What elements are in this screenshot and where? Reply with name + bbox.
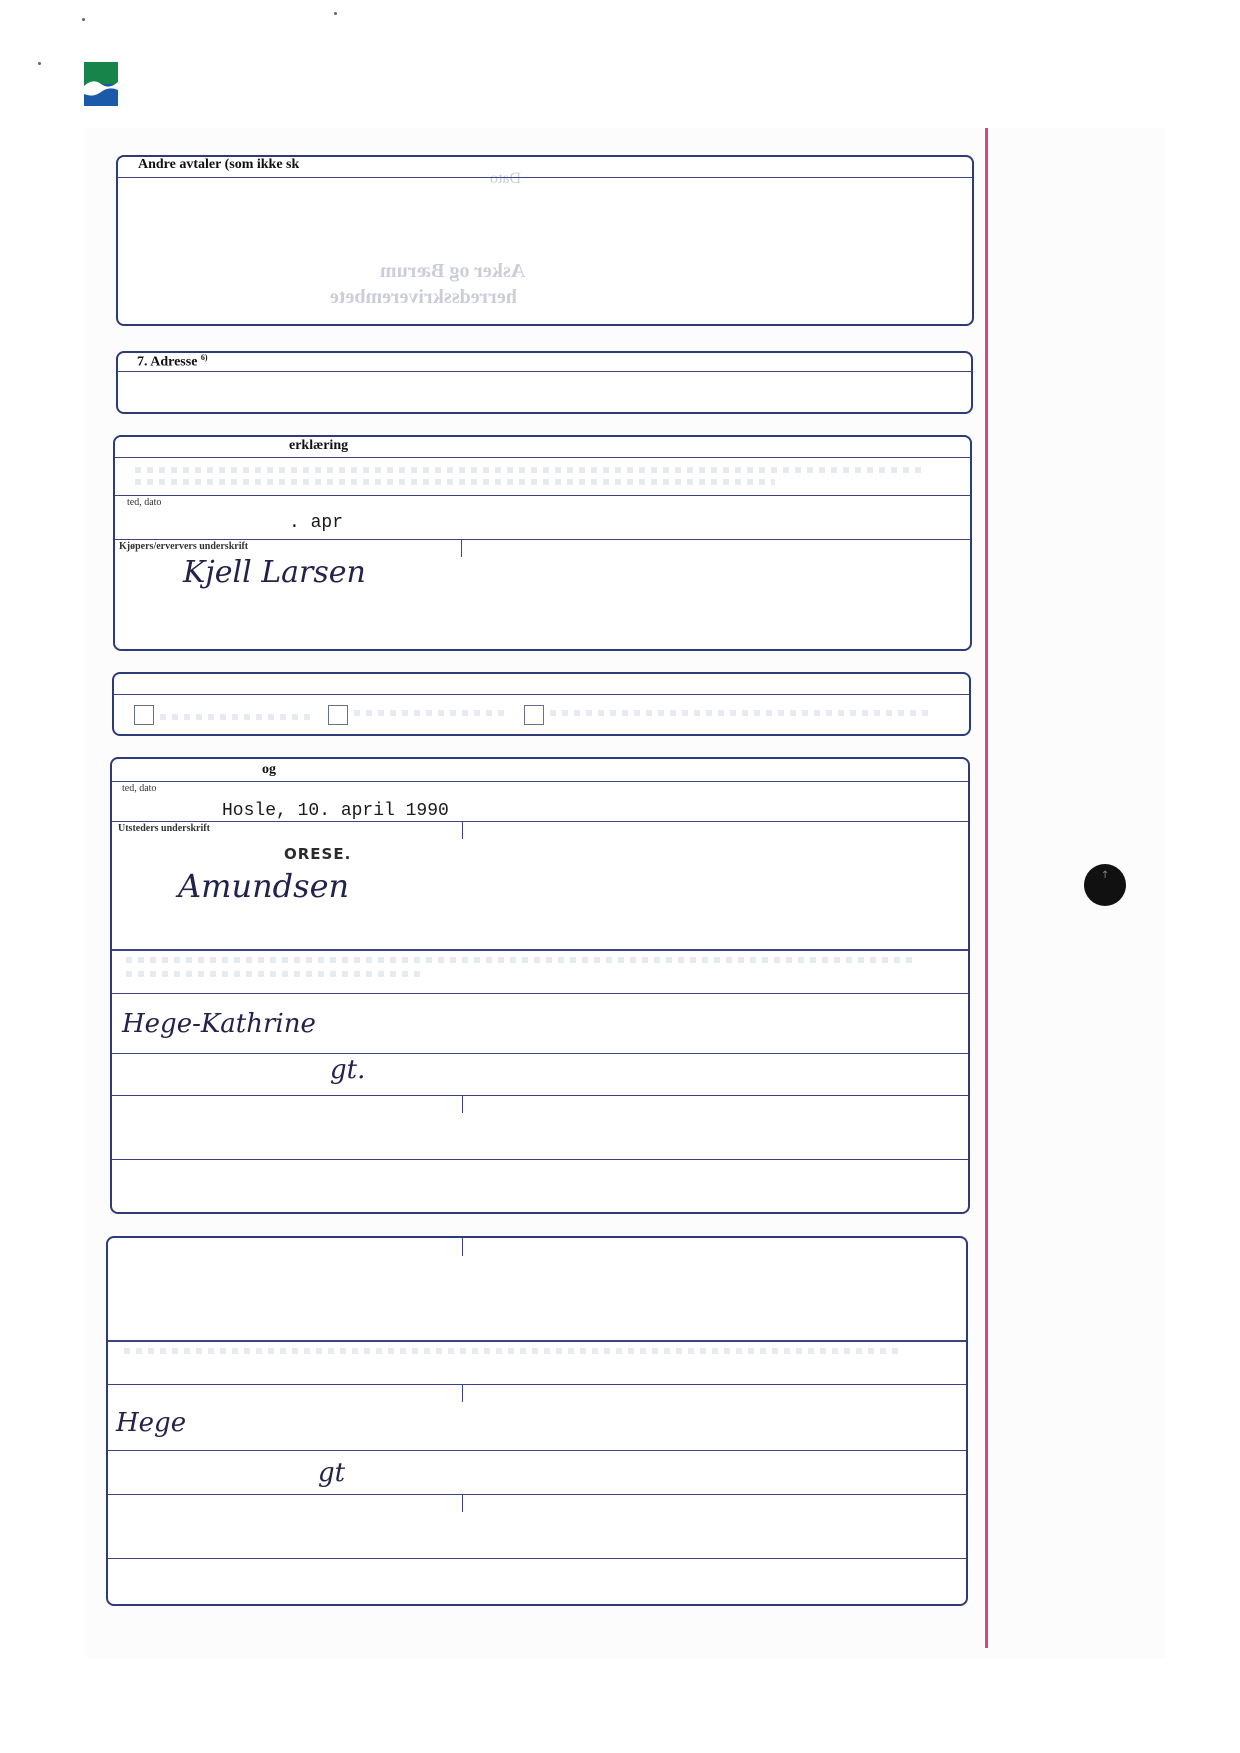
organization-logo-icon [84, 62, 118, 106]
column-tick [462, 1238, 463, 1256]
utsteder-box [110, 757, 970, 1214]
lower-box [106, 1236, 968, 1606]
divider [108, 1558, 966, 1559]
faint-text [135, 467, 925, 473]
divider [112, 949, 968, 951]
column-tick [461, 539, 462, 557]
written-name: Hege [116, 1408, 187, 1438]
divider [115, 539, 970, 540]
divider [114, 694, 969, 695]
divider [112, 1053, 968, 1054]
adresse-title-text: 7. Adresse [137, 354, 198, 370]
written-note: gt. [330, 1055, 366, 1085]
faint-text [124, 1348, 904, 1354]
divider [115, 495, 970, 496]
column-tick [462, 1384, 463, 1402]
utsteder-signature-label: Utsteders underskrift [118, 823, 210, 834]
divider [108, 1340, 966, 1342]
written-name: Hege-Kathrine [122, 1009, 316, 1039]
faint-text [126, 957, 916, 963]
faint-text [354, 710, 504, 716]
faint-text [550, 710, 930, 716]
column-tick [462, 821, 463, 839]
bleed-through-stamp [330, 170, 560, 310]
option-checkbox-2[interactable] [328, 705, 348, 725]
erklaering-box [113, 435, 972, 651]
adresse-field[interactable] [118, 372, 971, 412]
andre-avtaler-title: Andre avtaler (som ikke sk [138, 157, 300, 172]
utsteder-title: og [262, 762, 276, 777]
ghost-stamp-line: Dato [490, 170, 522, 187]
scan-speck [38, 62, 41, 65]
dato-value[interactable]: . apr [289, 513, 344, 533]
ghost-stamp-line: Asker og Bærum [380, 260, 526, 282]
adresse-title [137, 353, 208, 371]
divider [108, 1494, 966, 1495]
faint-text [160, 714, 310, 720]
kjoper-signature-label: Kjøpers/erververs underskrift [119, 541, 249, 552]
adresse-box [116, 351, 973, 414]
checkbox-box [112, 672, 971, 736]
option-checkbox-3[interactable] [524, 705, 544, 725]
ghost-stamp-line: herredsskriverembete [330, 286, 517, 308]
divider [112, 781, 968, 782]
up-arrow-icon: ↑ [1101, 870, 1110, 881]
kjoper-signature: Kjell Larsen [183, 555, 366, 590]
adresse-footnote: 6) [200, 353, 208, 362]
divider [112, 1159, 968, 1160]
margin-red-line [985, 128, 988, 1648]
faint-text [135, 479, 775, 485]
column-tick [462, 1095, 463, 1113]
written-note: gt [318, 1458, 346, 1488]
scan-speck [82, 18, 85, 21]
scan-speck [334, 12, 337, 15]
divider [115, 457, 970, 458]
divider [108, 1384, 966, 1385]
erklaering-title: erklæring [289, 438, 349, 453]
sted-dato-label: ted, dato [127, 497, 162, 508]
stamp-text: ORESE. [284, 845, 352, 863]
dato-value[interactable]: Hosle, 10. april 1990 [222, 801, 449, 821]
option-checkbox-1[interactable] [134, 705, 154, 725]
divider [112, 1095, 968, 1096]
divider [108, 1450, 966, 1451]
divider [112, 821, 968, 822]
faint-text [126, 971, 426, 977]
utsteder-signature: Amundsen [178, 867, 350, 905]
divider [112, 993, 968, 994]
sted-dato-label: ted, dato [122, 783, 157, 794]
column-tick [462, 1494, 463, 1512]
